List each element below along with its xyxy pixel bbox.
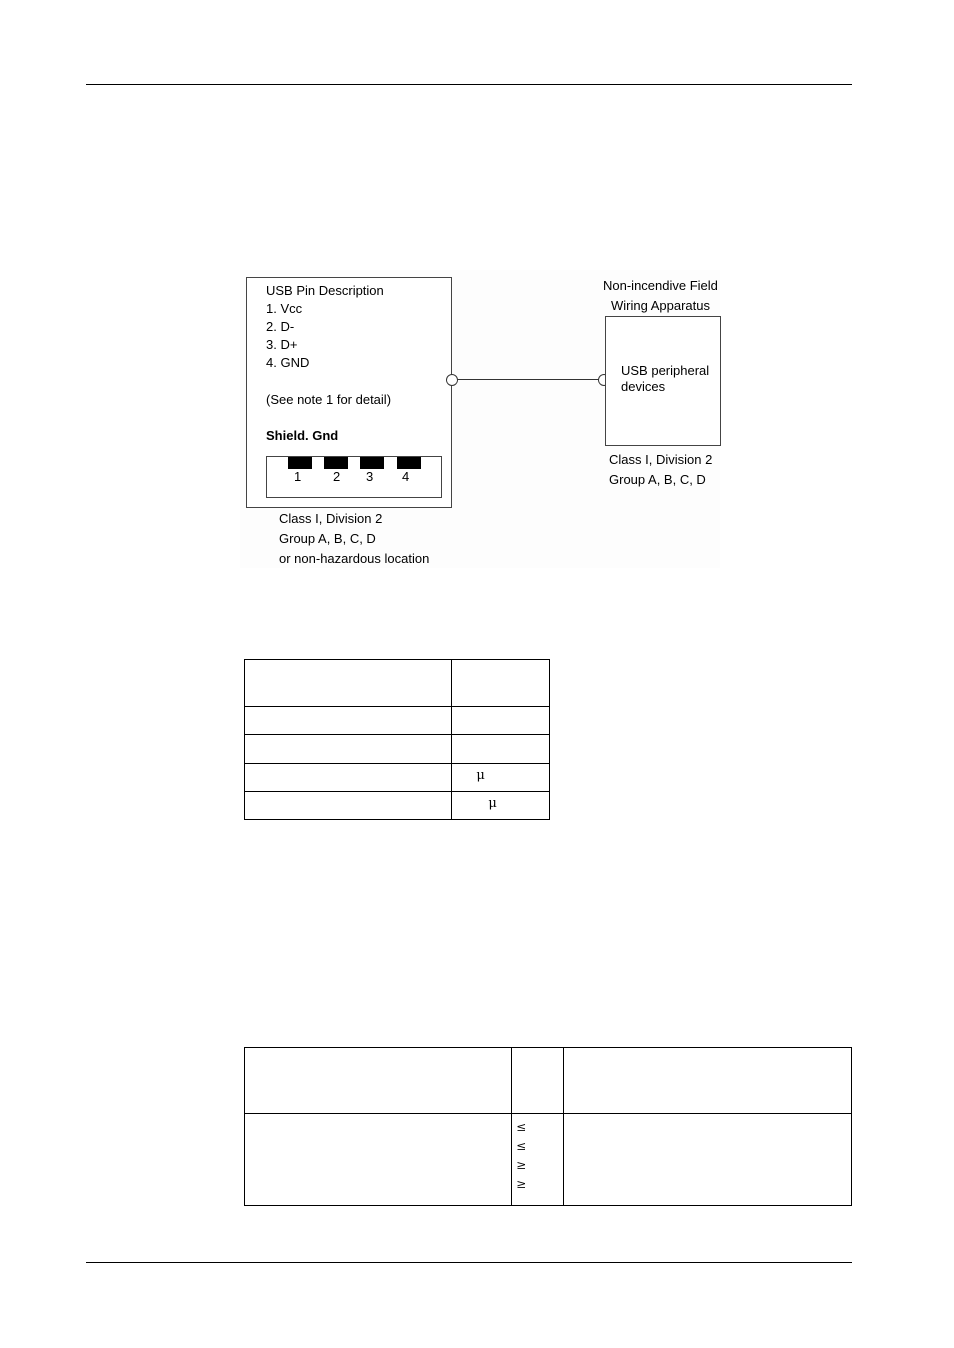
table-cell — [245, 1048, 512, 1114]
table-row — [245, 1114, 852, 1206]
table-cell — [452, 660, 550, 707]
table-cell — [245, 707, 452, 735]
less-equal-symbol: ≤ — [516, 1139, 527, 1153]
table-cell — [452, 735, 550, 764]
peripheral-label-line-2: devices — [621, 379, 666, 394]
table-cell — [245, 764, 452, 792]
see-note-text: (See note 1 for detail) — [266, 392, 392, 407]
comparison-table — [244, 1047, 852, 1206]
pin-4-label: 4. GND — [266, 355, 310, 370]
connector-label-2: 2 — [333, 469, 341, 484]
pin-1-label: 1. Vcc — [266, 301, 303, 316]
pin-2-label: 2. D- — [266, 319, 295, 334]
greater-equal-symbol: ≥ — [516, 1177, 527, 1191]
table-row — [245, 660, 550, 707]
right-header-line-1: Non-incendive Field — [603, 278, 718, 293]
connector-label-3: 3 — [366, 469, 374, 484]
table-cell — [563, 1048, 851, 1114]
table-cell — [452, 707, 550, 735]
pin-3-label: 3. D+ — [266, 337, 298, 352]
table-cell — [245, 735, 452, 764]
table-row — [245, 707, 550, 735]
unit-micro-symbol: μ — [452, 792, 550, 820]
table-row — [245, 1048, 852, 1114]
table-row — [245, 735, 550, 764]
symbol-cell — [512, 1114, 564, 1206]
parameters-table — [244, 659, 550, 820]
header-rule — [86, 84, 852, 85]
table-row — [245, 792, 550, 820]
table-row — [245, 764, 550, 792]
connecting-wire — [458, 379, 600, 380]
right-location-line-1: Class I, Division 2 — [609, 452, 713, 467]
unit-micro-symbol: μ — [452, 764, 550, 792]
greater-equal-symbol: ≥ — [516, 1158, 527, 1172]
left-location-line-1: Class I, Division 2 — [279, 511, 383, 526]
table-cell — [245, 1114, 512, 1206]
peripheral-label-line-1: USB peripheral — [621, 363, 710, 378]
left-terminal-circle — [446, 374, 458, 386]
less-equal-symbol: ≤ — [516, 1120, 527, 1134]
table-cell — [245, 792, 452, 820]
left-location-line-2: Group A, B, C, D — [279, 531, 376, 546]
footer-rule — [86, 1262, 852, 1263]
usb-pin-title: USB Pin Description — [266, 283, 384, 298]
table-cell — [245, 660, 452, 707]
left-location-line-3: or non-hazardous location — [279, 551, 430, 566]
table-cell — [563, 1114, 851, 1206]
shield-gnd-label: Shield. Gnd — [266, 428, 339, 443]
right-header-line-2: Wiring Apparatus — [611, 298, 710, 313]
right-location-line-2: Group A, B, C, D — [609, 472, 706, 487]
connector-label-4: 4 — [402, 469, 410, 484]
connector-label-1: 1 — [294, 469, 302, 484]
table-cell — [512, 1048, 564, 1114]
